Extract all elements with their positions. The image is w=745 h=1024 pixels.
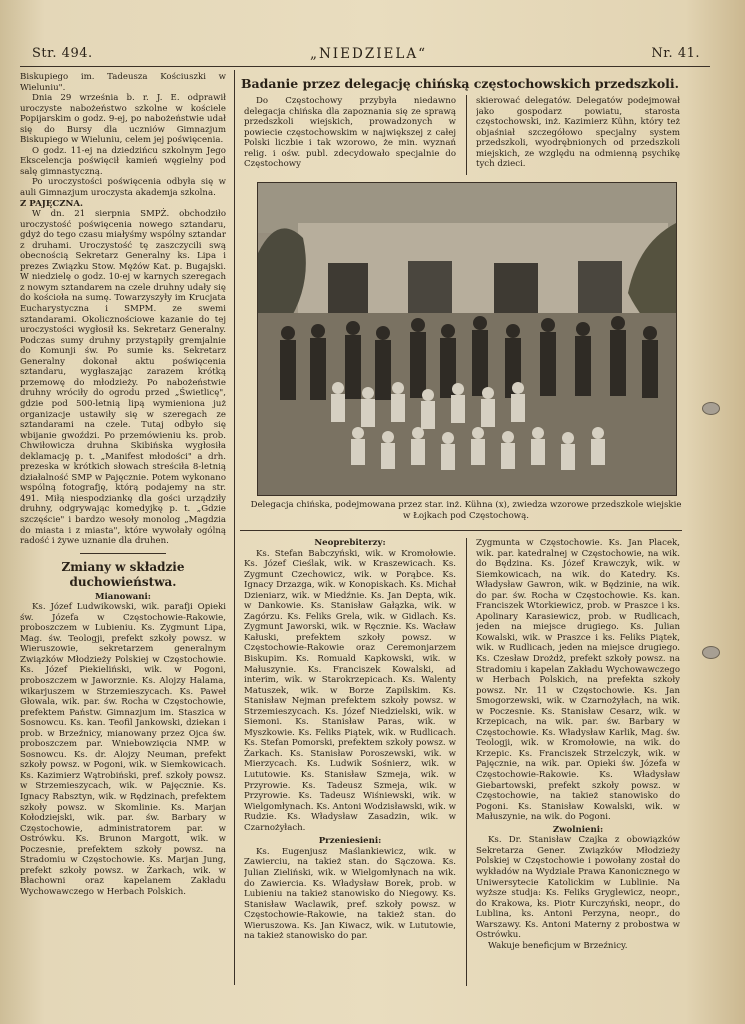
paragraph: Zygmunta w Częstochowie. Ks. Jan Placek, wik. par. katedralnej w Częstochowie, na wik. do Będzina. Ks. Józef Krawczyk, wik. w Siemkowicach, na wik. do Katedry. Ks. Władysław Gawron, wik. w Będzinie, na wik. do par. św. Rocha w Częstochowie. Ks. kan. Franciszek Wtorkiewicz, prob. w Praszce i ks. Apolinary Karasiewicz, prob. w Rudlicach, jeden na miejsce drugiego. Ks. Julian Kowalski, wik. w Praszce i ks. Feliks Piątek, wik. w Rudlicach, jeden na miejsce drugiego. Ks. Czesław Drożdż, prefekt szkoły powsz. na Stradomiu i kapelan Zakładu Wychowawczego w Herbach Polskich, na prefekta szkoły powsz. Nr. 11 w Częstochowie. Ks. Jan Smogorzewski, wik. w Czarnożyłach, na wik. w Poczesnie. Ks. Stanisław Cesarz, wik. w Krzepicach, na wik. par. św. Barbary w Częstochowie. Ks. Władysław Karlik, Mag. św. Teologji, wik. w Kromołowie, na wik. do Krzepic. Ks. Franciszek Strzelczyk, wik. w Pajęcznie, na wik. par. Opieki św. Józefa w Częstochowie-Rakowie. Ks. Władysław Giebartowski, prefekt szkoły powsz. w Częstochowie, na takież stanowisko do Pogoni. Ks. Stanisław Kowalski, wik. w Małuszynie, na wik. do Pogoni. (476, 538, 680, 823)
paragraph: Wakuje beneficjum w Brzeźnicy. (488, 940, 628, 951)
delegation-photo (257, 182, 677, 496)
column-rule (466, 538, 467, 986)
paragraph: Po uroczystości poświęcenia odbyła się w auli Gimnazjum uroczysta akademja szkolna. (20, 177, 226, 199)
subheading: Neoprebiterzy: (314, 538, 386, 548)
page-number: Str. 494. (32, 46, 93, 61)
left-column (20, 72, 226, 988)
masthead-title: „NIEDZIELA“ (310, 46, 428, 62)
section-heading: Z PAJĘCZNA. (20, 198, 84, 209)
lower-middle-column (244, 538, 456, 988)
paragraph: Dnia 29 września b. r. J. E. odprawił uroczyste nabożeństwo szkolne w kościele Popijarskim o godz. 9-ej, po nabożeństwie udał się do Bursy dla uczniów Gimnazjum Biskupiego w Wieluniu, celem jej poświęcenia. (20, 93, 226, 146)
binding-hole (702, 402, 720, 415)
issue-number: Nr. 41. (651, 46, 700, 61)
paragraph: skierować delegatów. Delegatów podejmował jako gospodarz powiatu, starosta częstochowski, inż. Kazimierz Kühn, który też objaśniał szczegółowo specjalny system przedszkoli, wyodrębnionych od przedszkoli miejskich, ze względu na odmienną psychikę tych dzieci. (476, 96, 680, 170)
lower-right-column (476, 538, 680, 988)
binding-hole (702, 646, 720, 659)
subheading: Przeniesieni: (318, 836, 382, 847)
paragraph: Ks. Eugenjusz Maślankiewicz, wik. w Zawierciu, na takież stan. do Sączowa. Ks. Julian Zieliński, wik. w Wielgomłynach na wik. do Zawiercia. Ks. Władysław Borek, prob. w Lubieniu na takież stanowisko do Niegowy. Ks. Stanisław Waclawik, pref. szkoły powsz. w Częstochowie-Rakowie, na takież stan. do Wieruszowa. Ks. Jan Kiwacz, wik. w Lututowie, na takież stanowisko do par. (244, 846, 456, 942)
subheading: Mianowani: (95, 591, 151, 602)
article-column-1 (244, 96, 456, 174)
divider (240, 530, 682, 531)
article-title: Badanie przez delegację chińską częstochowskich przedszkoli. (240, 76, 680, 91)
paragraph: O godz. 11-ej na dziedzińcu szkolnym Jego Ekscelencja poświęcił kamień węgielny pod salę gimnastyczną. (20, 145, 226, 177)
photo-illustration (258, 183, 676, 495)
section-title: Zmiany w składzie duchowieństwa. (61, 559, 185, 589)
paragraph: Ks. Dr. Stanisław Czajka z obowiązków Sekretarza Gener. Związków Młodzieży Polskiej w Częstochowie i powołany został do wykładów na Wydziale Prawa Kanonicznego w Uniwersytecie Katolickim w Lublinie. Na wyższe studja: Ks. Feliks Gryglewicz, neopr., do Krakowa, ks. Piotr Kurczyński, neopr., do Lublina, ks. Antoni Perzyna, neopr., do Warszawy. Ks. Antoni Materny z probostwa w Ostrówku. (476, 835, 680, 941)
paragraph: Ks. Józef Ludwikowski, wik. parafji Opieki św. Józefa w Częstochowie-Rakowie, proboszczem w Lubieniu. Ks. Zygmunt Lipa, Mag. św. Teologji, prefekt szkoły powsz. w Wieruszowie, sekretarzem generalnym Związków Młodzieży Polskiej w Częstochowie. Ks. Józef Piekieliński, wik. w Pogoni, proboszczem w Jaworznie. Ks. Alojzy Halama, wikarjuszem w Strzemieszycach. Ks. Paweł Głowala, wik. par. św. Rocha w Częstochowie, prefektem Państw. Gimnazjum im. Staszica w Sosnowcu. Ks. kan. Teofil Jankowski, dziekan i prob. w Brzeźnicy, mianowany przez Ojca św. proboszczem par. Wniebowzięcia NMP. w Sosnowcu. Ks. dr. Alojzy Neuman, prefekt szkoły powsz. w Pogoni, wik. w Siemkowicach. Ks. Kazimierz Wątrobiński, pref. szkoły powsz. w Strzemieszycach, wik. w Pajęcznie. Ks. Ignacy Rabsztyn, wik. w Rędzinach, prefektem szkoły powsz. w Skomlinie. Ks. Marjan Kołodziejski, wik. par. św. Barbary w Częstochowie, administratorem par. w Ostrówku. Ks. Brunon Margott, wik. w Poczesnie, prefektem szkoły powsz. na Stradomiu w Częstochowie. Ks. Marjan Jung, prefekt szkoły powsz. w Żarkach, wik. w Błachowni oraz kapelanem Zakładu Wychowawczego w Herbach Polskich. (20, 602, 226, 897)
column-rule (466, 95, 467, 175)
photo-caption: Delegacja chińska, podejmowana przez star. inż. Kühna (x), zwiedza wzorowe przedszkole wiejskie w Łojkach pod Częstochową. (250, 500, 682, 521)
subheading: Zwolnieni: (552, 824, 604, 835)
page-header (20, 40, 710, 67)
paragraph: Do Częstochowy przybyła niedawno delegacja chińska dla zapoznania się ze sprawą przedszkoli wiejskich, prowadzonych w powiecie częstochowskim w największej z całej Polski liczbie i tak wzorowo, że min. wyznań relig. i ośw. publ. zdecydowało specjalnie do Częstochowy (244, 96, 456, 170)
paragraph: W dn. 21 sierpnia SMPŻ. obchodziło uroczystość poświęcenia nowego sztandaru, gdyż do tego czasu miałyśmy wspólny sztandar z druhami. Uroczystość tę zaszczycili swą obecnością Sekretarz Generalny ks. Lipa i prezes Związku Stow. Mężów Kat. p. Bugajski. W niedzielę o godz. 10-ej w karnych szeregach z nowym sztandarem na czele druhny udały się do kościoła na sumę. Towarzyszyły im Krucjata Eucharystyczna i SMPM. ze swemi sztandarami. Okolicznościowe kazanie do tej uroczystości wygłosił ks. Sekretarz Generalny. Podczas sumy druhny przystąpiły gremjalnie do Komunji św. Po sumie ks. Sekretarz Generalny dokonał aktu poświęcenia sztandaru, wygłaszając zarazem krótką przemowę do młodzieży. Po nabożeństwie druhny wróciły do ogrodu przed „Świetlicę", gdzie pod 500-letnią lipą wymieniona już organizacje ustawiły się w szeregach ze sztandarami na czele. Tutaj odbyło się wbijanie gwoździ. Po przemówieniu ks. prob. Chwiłowicza druhna Skibińska wygłosiła deklamację p. t. „Manifest młodości" a drh. prezeska w krótkich słowach streściła 8-letnią działalność SMP w Pajęcznie. Potem wykonano wspólną fotografję, którą podajemy na str. 491. Miłą niespodziankę dla gości urządziły druhny, odgrywając komedyjkę p. t. „Gdzie szczęście" i bardzo wesoły monolog „Magdzia do miasta i z miasta", które wywołały ogólną radość i żywe uznanie dla druhen. (20, 209, 226, 547)
paragraph: Ks. Stefan Babczyński, wik. w Kromołowie. Ks. Józef Cieślak, wik. w Kraszewicach. Ks. Zygmunt Czechowicz, wik. w Porąbce. Ks. Ignacy Drzazga, wik. w Konopiskach. Ks. Michał Dzieniarz, wik. w Miedźnie. Ks. Jan Depta, wik. w Dankowie. Ks. Stanisław Gałązka, wik. w Zagórzu. Ks. Feliks Grela, wik. w Gidlach. Ks. Zygmunt Jaworski, wik. w Ręcznie. Ks. Wacław Kałuski, prefektem szkoły powsz. w Częstochowie-Rakowie oraz Ceremonjarzem Biskupim. Ks. Romuald Kapkowski, wik. w Małuszynie. Ks. Franciszek Kowalski, ad interim, wik. w Starokrzepicach. Ks. Walenty Matuszek, wik. w Borze Zapilskim. Ks. Stanisław Nejman prefektem szkoły powsz. w Strzemieszycach. Ks. Józef Niedzielski, wik. w Siemoni. Ks. Stanisław Paras, wik. w Myszkowie. Ks. Feliks Piątek, wik. w Rudlicach. Ks. Stefan Pomorski, prefektem szkoły powsz. w Żarkach. Ks. Stanisław Poroszewski, wik. w Mierzycach. Ks. Ludwik Sośnierz, wik. w Lututowie. Ks. Stanisław Szmeja, wik. w Przyrowie. Ks. Tadeusz Szmeja, wik. w Przyrowie. Ks. Tadeusz Wiśniewski, wik. w Wielgomłynach. Ks. Antoni Wodzisławski, wik. w Rudzie. Ks. Władysław Zasadzin, wik. w Czarnożyłach. (244, 548, 456, 833)
column-rule (234, 70, 235, 985)
paragraph: Biskupiego im. Tadeusza Kościuszki w Wieluniu". (20, 72, 226, 93)
article-column-2 (476, 96, 680, 174)
divider (80, 547, 166, 554)
